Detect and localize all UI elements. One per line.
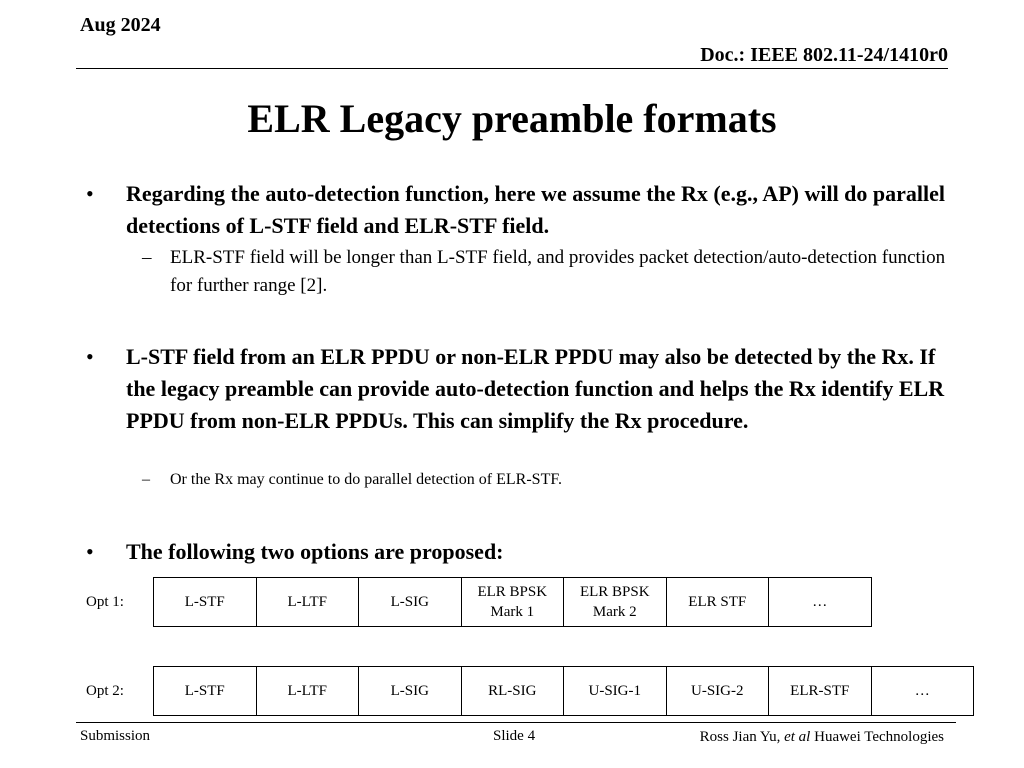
footer-author-org: Huawei Technologies [810,729,944,745]
opt2-label: Opt 2: [86,683,124,699]
opt2-field-row [153,666,974,716]
opt2-field: U-SIG-2 [667,667,770,715]
opt2-field: … [872,667,975,715]
bullet-2-sub [142,469,950,491]
bullet-2-sub-marker: – [142,471,150,488]
footer-author [700,729,944,746]
footer-slide-number: Slide 4 [493,728,536,744]
slide-title: ELR Legacy preamble formats [247,96,777,141]
bullet-1-text: Regarding the auto-detection function, here we assume the Rx (e.g., AP) will do parallel detections of L-STF field and ELR-STF field. [126,181,946,238]
bullet-1-marker: • [86,181,94,206]
header-date: Aug 2024 [80,14,161,36]
bullet-1 [86,178,946,242]
bullet-2-text: L-STF field from an ELR PPDU or non-ELR PPDU may also be detected by the Rx. If the legacy preamble can provide auto-detection function and helps the Rx identify ELR PPDU from non-ELR PPDUs. This can simplify the Rx procedure. [126,344,945,433]
bullet-1-sub [142,244,950,300]
footer-author-etal: et al [784,729,811,745]
bullet-3-text: The following two options are proposed: [126,539,504,564]
opt2-field: U-SIG-1 [564,667,667,715]
bullet-1-sub-marker: – [142,247,152,268]
opt1-field: … [769,578,872,626]
opt2-field: L-LTF [257,667,360,715]
opt1-field: ELR BPSK Mark 1 [462,578,565,626]
opt2-field: L-STF [154,667,257,715]
footer-author-name: Ross Jian Yu, [699,729,785,745]
opt1-field: ELR STF [667,578,770,626]
bullet-2-sub-text: Or the Rx may continue to do parallel detection of ELR-STF. [170,471,562,488]
footer-submission: Submission [80,728,151,744]
opt1-field: ELR BPSK Mark 2 [564,578,667,626]
bullet-1-sub-text: ELR-STF field will be longer than L-STF field, and provides packet detection/auto-detection function for further range [2]. [170,247,946,296]
bullet-2 [86,341,946,437]
opt1-field-row [153,577,872,627]
opt1-field: L-LTF [257,578,360,626]
opt1-label: Opt 1: [86,594,124,610]
header-rule [76,68,948,69]
footer-rule [76,722,956,723]
bullet-3 [86,536,946,568]
opt2-field: ELR-STF [769,667,872,715]
header-doc-id: Doc.: IEEE 802.11-24/1410r0 [700,44,948,66]
opt2-field: L-SIG [359,667,462,715]
bullet-3-marker: • [86,539,94,564]
opt1-field: L-STF [154,578,257,626]
bullet-2-marker: • [86,344,94,369]
opt2-field: RL-SIG [462,667,565,715]
opt1-field: L-SIG [359,578,462,626]
